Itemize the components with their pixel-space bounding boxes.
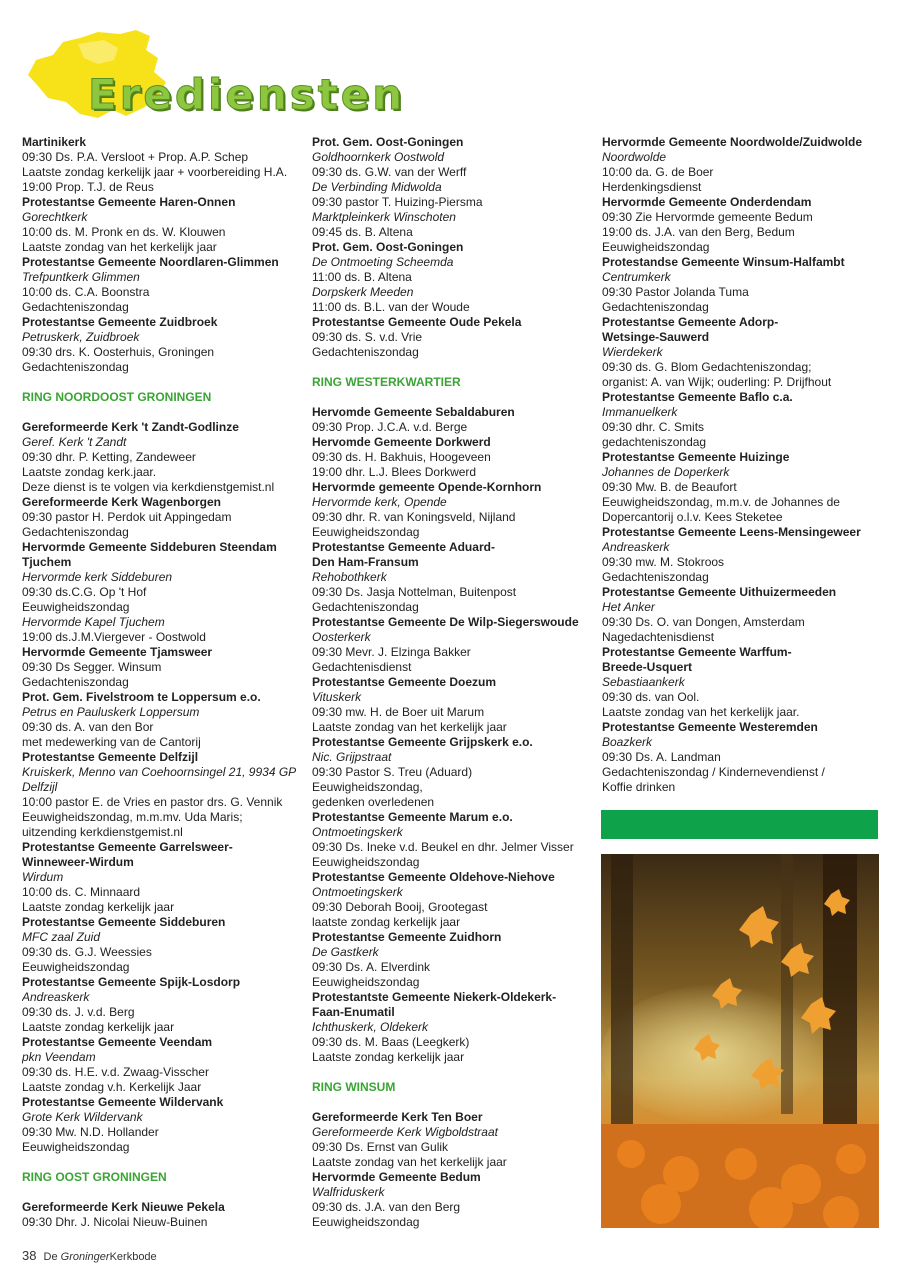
service-detail: 09:30 dhr. C. Smits (602, 420, 705, 434)
congregation-name: Protestantse Gemeente Uithuizermeeden (602, 585, 837, 599)
service-detail: 10:00 pastor E. de Vries en pastor drs. G. Vennik (22, 795, 283, 809)
service-detail: 09:30 Ds Segger. Winsum (22, 660, 162, 674)
service-detail: 09:30 ds. G. Blom Gedachteniszondag; (602, 360, 812, 374)
congregation-name: Protestantse Gemeente Wildervank (22, 1095, 224, 1109)
service-detail: Eeuwigheidszondag (312, 975, 420, 989)
service-detail: Nagedachtenisdienst (602, 630, 715, 644)
church-name: Hervormde kerk, Opende (312, 495, 447, 509)
service-detail: 10:00 ds. M. Pronk en ds. W. Klouwen (22, 225, 226, 239)
church-name: pkn Veendam (22, 1050, 96, 1064)
church-name: Andreaskerk (22, 990, 90, 1004)
service-detail: Eeuwigheidszondag (312, 855, 420, 869)
service-detail: Laatste zondag v.h. Kerkelijk Jaar (22, 1080, 202, 1094)
service-detail: 09:30 ds. van Ool. (602, 690, 700, 704)
congregation-name: Gereformeerde Kerk 't Zandt-Godlinze (22, 420, 239, 434)
service-detail: 09:30 ds. A. van den Bor (22, 720, 154, 734)
service-detail: 09:30 ds. G.J. Weessies (22, 945, 152, 959)
service-detail: 09:30 Ds. O. van Dongen, Amsterdam (602, 615, 805, 629)
service-detail: Gedachteniszondag (602, 300, 709, 314)
service-detail: Dopercantorij o.l.v. Kees Steketee (602, 510, 783, 524)
service-detail: 09:30 mw. M. Stokroos (602, 555, 725, 569)
church-name: MFC zaal Zuid (22, 930, 101, 944)
congregation-name: Faan-Enumatil (312, 1005, 395, 1019)
service-detail: Laatste zondag kerk.jaar. (22, 465, 157, 479)
congregation-name: Protestantse Gemeente Zuidhorn (312, 930, 502, 944)
church-name: Marktpleinkerk Winschoten (312, 210, 456, 224)
service-detail: 10:00 ds. C.A. Boonstra (22, 285, 150, 299)
autumn-leaves-photo (601, 854, 879, 1228)
church-name: De Ontmoeting Scheemda (312, 255, 454, 269)
service-detail: 11:00 ds. B. Altena (312, 270, 412, 284)
service-detail: Eeuwigheidszondag, (312, 780, 423, 794)
congregation-name: Protestantse Gemeente Garrelsweer- (22, 840, 233, 854)
service-detail: 11:00 ds. B.L. van der Woude (312, 300, 470, 314)
service-detail: 09:30 ds. G.W. van der Werff (312, 165, 467, 179)
service-detail: 10:00 ds. C. Minnaard (22, 885, 141, 899)
service-detail: 09:30 Dhr. J. Nicolai Nieuw-Buinen (22, 1215, 208, 1229)
congregation-name: Wetsinge-Sauwerd (602, 330, 710, 344)
congregation-name: Prot. Gem. Fivelstroom te Loppersum e.o. (22, 690, 261, 704)
church-name: Trefpuntkerk Glimmen (22, 270, 140, 284)
congregation-name: Hervormde Gemeente Tjamsweer (22, 645, 213, 659)
congregation-name: Winneweer-Wirdum (22, 855, 134, 869)
church-name: Wirdum (22, 870, 64, 884)
service-detail: 19:00 ds.J.M.Viergever - Oostwold (22, 630, 206, 644)
congregation-name: Hervormde Gemeente Bedum (312, 1170, 481, 1184)
congregation-name: Hervomde Gemeente Sebaldaburen (312, 405, 515, 419)
congregation-name: Protestantse Gemeente Oude Pekela (312, 315, 522, 329)
service-detail: Gedachteniszondag (22, 360, 129, 374)
church-name: De Gastkerk (312, 945, 379, 959)
ring-heading: RING WINSUM (312, 1080, 396, 1094)
service-detail: Gedachteniszondag / Kindernevendienst / (602, 765, 825, 779)
congregation-name: Protestantse Gemeente Warffum- (602, 645, 792, 659)
congregation-name: Protestandse Gemeente Winsum-Halfambt (602, 255, 845, 269)
congregation-name: Protestantste Gemeente Niekerk-Oldekerk- (312, 990, 557, 1004)
church-name: Hervormde kerk Siddeburen (22, 570, 173, 584)
congregation-name: Gereformeerde Kerk Wagenborgen (22, 495, 221, 509)
page-header (18, 20, 478, 130)
service-detail: 09:30 pastor T. Huizing-Piersma (312, 195, 483, 209)
service-detail: 09:30 Pastor S. Treu (Aduard) (312, 765, 473, 779)
service-detail: 09:30 Prop. J.C.A. v.d. Berge (312, 420, 468, 434)
service-detail: 09:45 ds. B. Altena (312, 225, 413, 239)
service-detail: 09:30 ds. H. Bakhuis, Hoogeveen (312, 450, 491, 464)
service-detail: gedenken overledenen (312, 795, 435, 809)
service-detail: 09:30 drs. K. Oosterhuis, Groningen (22, 345, 215, 359)
green-banner (601, 810, 878, 839)
service-detail: 09:30 ds. J.A. van den Berg (312, 1200, 461, 1214)
service-detail: 19:00 dhr. L.J. Blees Dorkwerd (312, 465, 477, 479)
church-name: Boazkerk (602, 735, 653, 749)
service-detail: Eeuwigheidszondag (22, 1140, 130, 1154)
church-name: Petrus en Pauluskerk Loppersum (22, 705, 200, 719)
church-name: Het Anker (602, 600, 655, 614)
service-detail: Laatste zondag van het kerkelijk jaar (312, 1155, 507, 1169)
congregation-name: Tjuchem (22, 555, 72, 569)
service-detail: 09:30 ds. H.E. v.d. Zwaag-Visscher (22, 1065, 209, 1079)
service-detail: met medewerking van de Cantorij (22, 735, 201, 749)
column-2 (312, 135, 594, 1230)
ring-heading: RING OOST GRONINGEN (22, 1170, 167, 1184)
church-name: De Verbinding Midwolda (312, 180, 442, 194)
service-detail: 09:30 Ds. A. Landman (602, 750, 721, 764)
congregation-name: Protestantse Gemeente Adorp- (602, 315, 779, 329)
church-name: Johannes de Doperkerk (602, 465, 730, 479)
service-detail: Laatste zondag van het kerkelijk jaar (22, 240, 217, 254)
congregation-name: Den Ham-Fransum (312, 555, 419, 569)
service-detail: Gedachteniszondag (312, 345, 419, 359)
service-detail: Eeuwigheidszondag, m.m.mv. Uda Maris; (22, 810, 243, 824)
congregation-name: Protestantse Gemeente Baflo c.a. (602, 390, 793, 404)
congregation-name: Gereformeerde Kerk Nieuwe Pekela (22, 1200, 225, 1214)
congregation-name: Protestantse Gemeente Marum e.o. (312, 810, 513, 824)
service-detail: 09:30 Deborah Booij, Grootegast (312, 900, 488, 914)
service-detail: Laatste zondag kerkelijk jaar (22, 1020, 175, 1034)
service-detail: Laatste zondag kerkelijk jaar (22, 900, 175, 914)
publication-suffix: Kerkbode (109, 1251, 157, 1263)
congregation-name: Hervomde Gemeente Dorkwerd (312, 435, 491, 449)
congregation-name: Protestantse Gemeente De Wilp-Siegerswoude (312, 615, 579, 629)
service-detail: Herdenkingsdienst (602, 180, 702, 194)
service-detail: laatste zondag kerkelijk jaar (312, 915, 461, 929)
church-name: Sebastiaankerk (602, 675, 685, 689)
church-name: Wierdekerk (602, 345, 663, 359)
service-detail: Koffie drinken (602, 780, 676, 794)
church-name: Grote Kerk Wildervank (22, 1110, 143, 1124)
church-name: Rehobothkerk (312, 570, 387, 584)
publication-de: De (43, 1251, 58, 1263)
service-detail: Gedachteniszondag (312, 600, 419, 614)
service-detail: 09:30 Ds. Ineke v.d. Beukel en dhr. Jelmer Visser (312, 840, 574, 854)
church-name: Ontmoetingskerk (312, 825, 403, 839)
service-detail: 09:30 Zie Hervormde gemeente Bedum (602, 210, 813, 224)
service-detail: 09:30 Ds. A. Elverdink (312, 960, 431, 974)
congregation-name: Gereformeerde Kerk Ten Boer (312, 1110, 483, 1124)
church-name: Walfriduskerk (312, 1185, 385, 1199)
church-name: Immanuelkerk (602, 405, 678, 419)
service-detail: 09:30 Ds. P.A. Versloot + Prop. A.P. Schep (22, 150, 249, 164)
congregation-name: Protestantse Gemeente Veendam (22, 1035, 213, 1049)
church-name: Gereformeerde Kerk Wigboldstraat (312, 1125, 498, 1139)
church-name: Vituskerk (312, 690, 362, 704)
congregation-name: Protestantse Gemeente Zuidbroek (22, 315, 218, 329)
congregation-name: Protestantse Gemeente Leens-Mensingeweer (602, 525, 861, 539)
service-detail: 09:30 Mevr. J. Elzinga Bakker (312, 645, 471, 659)
service-detail: 19:00 ds. J.A. van den Berg, Bedum (602, 225, 795, 239)
congregation-name: Protestantse Gemeente Haren-Onnen (22, 195, 236, 209)
service-detail: Eeuwigheidszondag (602, 240, 710, 254)
service-detail: Gedachteniszondag (22, 300, 129, 314)
service-detail: 09:30 ds. S. v.d. Vrie (312, 330, 423, 344)
church-name: Delfzijl (22, 780, 58, 794)
page-number: 38 (22, 1248, 37, 1263)
ring-heading: RING NOORDOOST GRONINGEN (22, 390, 212, 404)
service-detail: Gedachteniszondag (22, 525, 129, 539)
congregation-name: Breede-Usquert (602, 660, 693, 674)
congregation-name: Protestantse Gemeente Siddeburen (22, 915, 226, 929)
congregation-name: Protestantse Gemeente Huizinge (602, 450, 790, 464)
service-detail: Gedachteniszondag (602, 570, 709, 584)
page-footer (22, 1248, 157, 1263)
service-detail: 09:30 dhr. P. Ketting, Zandeweer (22, 450, 196, 464)
congregation-name: Hervormde Gemeente Noordwolde/Zuidwolde (602, 135, 863, 149)
church-name: Hervormde Kapel Tjuchem (22, 615, 165, 629)
service-detail: 09:30 Pastor Jolanda Tuma (602, 285, 749, 299)
congregation-name: Hervormde Gemeente Siddeburen Steendam (22, 540, 277, 554)
church-name: Petruskerk, Zuidbroek (22, 330, 140, 344)
service-detail: Eeuwigheidszondag, m.m.v. de Johannes de (602, 495, 840, 509)
service-detail: 09:30 Mw. N.D. Hollander (22, 1125, 159, 1139)
service-detail: Eeuwigheidszondag (312, 1215, 420, 1229)
service-detail: 19:00 Prop. T.J. de Reus (22, 180, 154, 194)
church-name: Dorpskerk Meeden (312, 285, 414, 299)
service-detail: Laatste zondag kerkelijk jaar (312, 1050, 465, 1064)
church-name: Ontmoetingskerk (312, 885, 403, 899)
page-title: Erediensten (88, 70, 406, 119)
service-detail: Laatste zondag van het kerkelijk jaar. (602, 705, 800, 719)
church-name: Noordwolde (602, 150, 667, 164)
service-detail: 09:30 mw. H. de Boer uit Marum (312, 705, 485, 719)
service-detail: 09:30 Ds. Ernst van Gulik (312, 1140, 449, 1154)
congregation-name: Protestantse Gemeente Delfzijl (22, 750, 199, 764)
congregation-name: Protestantse Gemeente Aduard- (312, 540, 495, 554)
congregation-name: Protestantse Gemeente Grijpskerk e.o. (312, 735, 533, 749)
congregation-name: Protestantse Gemeente Doezum (312, 675, 497, 689)
service-detail: 09:30 ds. J. v.d. Berg (22, 1005, 135, 1019)
congregation-name: Protestantse Gemeente Noordlaren-Glimmen (22, 255, 279, 269)
congregation-name: Hervormde Gemeente Onderdendam (602, 195, 812, 209)
service-detail: uitzending kerkdienstgemist.nl (22, 825, 183, 839)
congregation-name: Prot. Gem. Oost-Goningen (312, 240, 464, 254)
service-detail: organist: A. van Wijk; ouderling: P. Drijfhout (602, 375, 832, 389)
church-name: Goldhoornkerk Oostwold (312, 150, 445, 164)
service-detail: Gedachteniszondag (22, 675, 129, 689)
service-detail: 09:30 ds.C.G. Op 't Hof (22, 585, 147, 599)
service-detail: 09:30 Ds. Jasja Nottelman, Buitenpost (312, 585, 517, 599)
ring-heading: RING WESTERKWARTIER (312, 375, 461, 389)
service-detail: 09:30 ds. M. Baas (Leegkerk) (312, 1035, 470, 1049)
church-name: Nic. Grijpstraat (312, 750, 392, 764)
church-name: Andreaskerk (602, 540, 670, 554)
church-name: Kruiskerk, Menno van Coehoornsingel 21, 9934 GP (22, 765, 297, 779)
publication-name: Groninger (60, 1251, 110, 1263)
column-3 (602, 135, 884, 795)
service-detail: gedachteniszondag (602, 435, 707, 449)
service-detail: 09:30 Mw. B. de Beaufort (602, 480, 737, 494)
service-detail: Deze dienst is te volgen via kerkdienstgemist.nl (22, 480, 275, 494)
church-name: Centrumkerk (602, 270, 671, 284)
service-detail: 10:00 da. G. de Boer (602, 165, 714, 179)
congregation-name: Protestantse Gemeente Oldehove-Niehove (312, 870, 555, 884)
service-detail: 09:30 pastor H. Perdok uit Appingedam (22, 510, 232, 524)
congregation-name: Protestantse Gemeente Westeremden (602, 720, 818, 734)
congregation-name: Hervormde gemeente Opende-Kornhorn (312, 480, 542, 494)
church-name: Ichthuskerk, Oldekerk (312, 1020, 429, 1034)
congregation-name: Martinikerk (22, 135, 87, 149)
church-name: Geref. Kerk 't Zandt (22, 435, 127, 449)
service-detail: Eeuwigheidszondag (22, 960, 130, 974)
service-detail: Gedachtenisdienst (312, 660, 412, 674)
congregation-name: Protestantse Gemeente Spijk-Losdorp (22, 975, 241, 989)
service-detail: Laatste zondag kerkelijk jaar + voorbereiding H.A. (22, 165, 288, 179)
service-detail: 09:30 dhr. R. van Koningsveld, Nijland (312, 510, 516, 524)
service-detail: Laatste zondag van het kerkelijk jaar (312, 720, 507, 734)
service-detail: Eeuwigheidszondag (312, 525, 420, 539)
service-detail: Eeuwigheidszondag (22, 600, 130, 614)
church-name: Gorechtkerk (22, 210, 88, 224)
column-1 (22, 135, 304, 1230)
congregation-name: Prot. Gem. Oost-Goningen (312, 135, 464, 149)
church-name: Oosterkerk (312, 630, 371, 644)
